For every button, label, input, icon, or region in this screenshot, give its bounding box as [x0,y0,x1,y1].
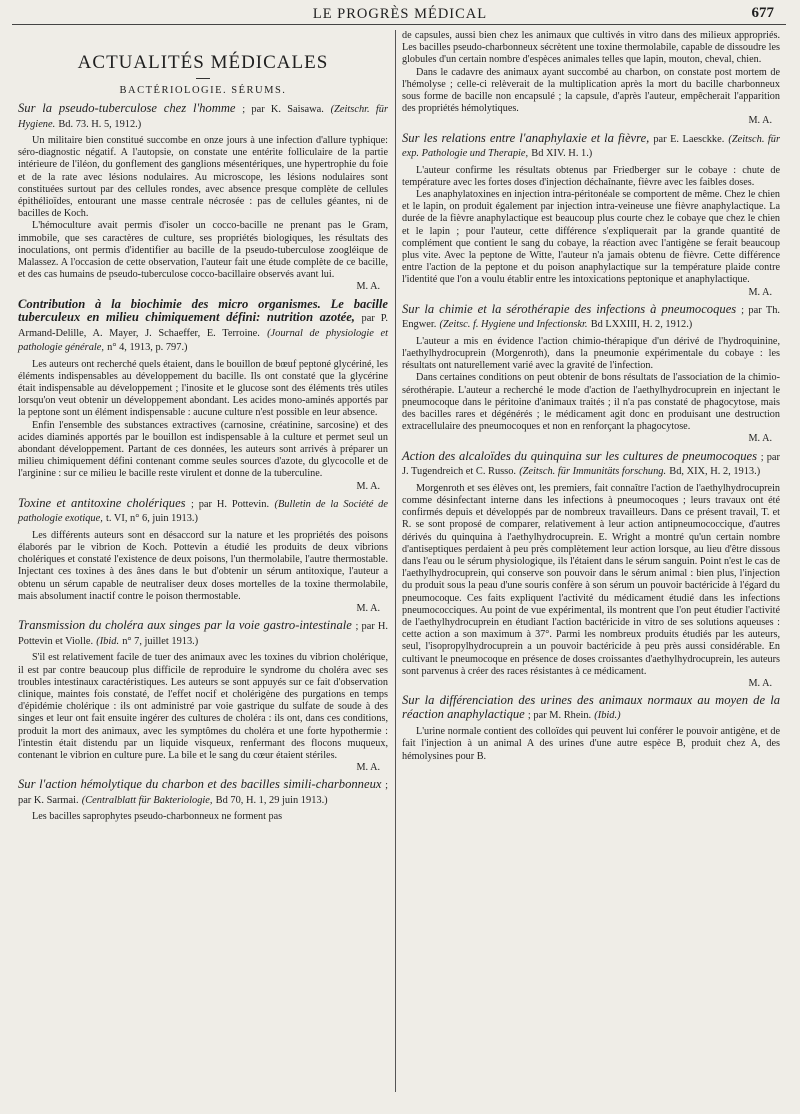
article-chimie-pneumocoques [402,303,780,446]
paragraph: Un militaire bien constitué succombe en onze jours à une infection d'allure typhique: séro-diagnostic négatif. A l'autopsie, on constate une entérite folliculaire de la partie intérieure de l'iléon, du gonflement des ganglions mésentériques, une hypertrophie du foie et de la rate avec lésions nodulaires. Au microscope, les lésions nodulaires sont constituées surtout par des cellules rondes, avec absence presque complète de cellules épithélioïdes, entourant une masse centrale nécrosée : pas de cellules géantes, ni de bacilles de Koch. [18,135,388,220]
section-rule [196,78,210,79]
column-divider [395,30,396,1092]
paragraph: Les différents auteurs sont en désaccord sur la nature et les propriétés des poisons élaborés par le vibrion de Koch. Pottevin a étudié les produits de deux vibrions cholériques et constaté l'existence de deux poisons, l'un thermolabile, l'autre thermostable. Injectant ces toxines à des ânes dans le but d'obtenir un sérum antitoxique, l'auteur a obtenu un sérum capable de neutraliser deux doses mortelles de la toxine thermolabile, mais absolument inactif contre le poison thermostable. [18,529,388,602]
paragraph: de capsules, aussi bien chez les animaux que cultivés in vitro dans des milieux appropriés. Les bacilles pseudo-charbonneux sécrètent une toxine thermolabile, capable de dissoudre les globules d'un certain nombre d'espèces animales telles que lapin, mouton, cheval, chien. [402,30,780,66]
article-toxine-cholerique [18,497,388,615]
signature: M. A. [748,677,772,689]
article-continuation [402,30,780,128]
signature: M. A. [356,603,380,615]
article-transmission-cholera [18,619,388,774]
paragraph: Dans certaines conditions on peut obtenir de bons résultats de l'association de la chimio-sérothérapie. L'auteur a recherché le mode d'action de l'aethylhydrocuprein en injectant le pneumocoque dans le péritoine d'animaux traités ; il n'a pas constaté de phagocytose, mais des bacilles rares et dégénérés ; le médicament agit donc en produisant une destruction extracellulaire des pneumocoques et non en renforçant la phagocytose. [402,372,780,433]
article-heading: Action des alcaloïdes du quinquina sur les cultures de pneumocoques ; par J. Tugendreich et C. Russo. (Zeitsch. für Immunitäts forschung. Bd, XIX, H. 2, 1913.) [402,448,780,478]
paragraph: Les bacilles saprophytes pseudo-charbonneux ne forment pas [32,811,283,823]
article-heading: Sur les relations entre l'anaphylaxie et la fièvre, par E. Laesckke. (Zeitsch. für exp. Pathologie und Therapie, Bd XIV. H. 1.) [402,130,781,160]
signature: M. A. [748,115,772,127]
article-heading: Toxine et antitoxine cholériques ; par H. Pottevin. (Bulletin de la Société de pathologie exotique, t. VI, n° 6, juin 1913.) [18,495,388,525]
signature: M. A. [748,286,772,298]
paragraph: Dans le cadavre des animaux ayant succombé au charbon, on constate post mortem de l'hémolyse ; celle-ci relèverait de la multiplication après la mort du bacille charbonneux sous forme de bacille non encapsulé ; la capsule, d'après l'auteur, empêcherait l'apparition des propriétés hémolytiques. [402,66,780,115]
header-rule [12,24,786,25]
article-anaphylaxie-fievre [402,132,780,299]
paragraph: L'auteur a mis en évidence l'action chimio-thérapique d'un dérivé de l'hydroquinine, l'aethylhydrocuprein (Morgenroth), dans la pneumonie expérimentale du cobaye : les résultats ont naturellement varié avec la gravité de l'infection. [402,335,780,372]
signature: M. A. [356,762,380,774]
paragraph: Les anaphylatoxines en injection intra-péritonéale se comportent de même. Chez le chien et le lapin, on produit également par injection intra-veineuse une fièvre anaphylactique. La durée de la fièvre anaphylactique est beaucoup plus courte chez le cobaye que chez le chien et le lapin ; pour l'auteur, cette différence s'expliquerait par la grande quantité de complément que contient le sang du cobaye, la réaction avec l'antigène se ferait beaucoup plus vite. Avec la peptone de Witte, l'auteur n'a jamais obtenu de fièvre. Cette différence entre l'action de la peptone et du poison anaphylactique sur la température plaide contre l'identité que l'on a voulu établir entre les intoxications peptonique et anaphylactique. [402,189,780,286]
article-hemolyse-charbon [18,778,388,823]
paragraph: Morgenroth et ses élèves ont, les premiers, fait connaître l'action de l'aethylhydrocuprein comme désinfectant interne dans les infections à pneumocoques ; leurs travaux ont été confirmés depuis et développés par de nombreux travailleurs. Dans ce présent travail, T. et R. se sont proposé de comparer, relativement à leur action antipneumococcique, d'autres dérivés du quinquina à l'aethylhydrocuprein. E. Wright a montré qu'un certain nombre d'antiseptiques perdaient à peu près complètement leur action lorsque, au lieu d'être dissous dans l'eau ou le sérum physiologique, ils l'étaient dans le sérum sanguin. Point n'est le cas de l'aethylhydrocuprein, qui conserve son pouvoir dans le sérum animal : bien plus, l'injection du produit sous la peau d'une souris confère à son sérum un pouvoir bactéricide à l'égard du pneumocoque. Ces faits expliquent l'activité du médicament étudié dans les infections pneumococciques. Au point de vue expérimental, ils montrent que l'on peut étudier l'activité de l'aethylhydrocuprein en étudiant l'action bactéricide in vitro de ses solutions aqueuses : cette action a son maximum à 37°. Parmi les nombreux produits étudiés par les auteurs, seul, l'isopropylhydrocuprein a un pouvoir bactéricide à peu près aussi considérable. En cultivant le pneumocoque en présence de doses croissantes d'aethylhydrocuprein, les auteurs sont parvenus à créer des races résistantes à ce médicament. [402,482,780,677]
paragraph: L'auteur confirme les résultats obtenus par Friedberger sur le cobaye : chute de température avec les fortes doses d'injection déchaînante, fièvre avec les faibles doses. [402,164,780,188]
paragraph: L'urine normale contient des colloïdes qui peuvent lui conférer le pouvoir antigène, et de fait l'injection à un animal A des urines d'une autre espèce B, produit chez A, des hémolysines pour B. [402,726,780,762]
article-heading: Contribution à la biochimie des micro organismes. Le bacille tuberculeux en milieu chimiquement défini: nutrition azotée, par P. Armand-Delille, A. Mayer, J. Schaeffer, E. Terroine. (Journal de physiologie et pathologie générale, n° 4, 1913, p. 797.) [18,296,388,354]
left-column [18,30,388,824]
article-differenciation-urines [402,694,780,763]
article-biochimie [18,298,388,493]
paragraph: Enfin l'ensemble des substances extractives (carnosine, créatinine, sarcosine) et des acides diaminés apportés par le bouillon est indispensable à la culture et permet seul un abondant développement. Partant de ces données, les auteurs sont arrivés à préparer un milieu chimiquement défini contenant comme seules sources d'azote, du glycocolle et de l'arginine : sur ce milieu le bacille reste virulent et donne de la tuberculine. [18,419,388,480]
article-heading: Sur la pseudo-tuberculose chez l'homme ; par K. Saisawa. (Zeitschr. für Hygiene. Bd. 73. H. 5, 1912.) [18,101,388,130]
article-heading: Sur la différenciation des urines des animaux normaux au moyen de la réaction anaphylactique ; par M. Rhein. (Ibid.) [402,693,780,721]
right-column [402,30,780,763]
paragraph: L'hémoculture avait permis d'isoler un cocco-bacille ne prenant pas le Gram, immobile, que ses caractères de culture, ses propriétés biologiques, les résultats des inoculations, ont permis d'identifier au bacille de la pseudo-tuberculose zoogléique de Malassez. A l'occasion de cette observation, l'auteur fait une étude complète de ce bacille, et des cas humains de pseudo-tuberculose cocco-bacillaire observés avant lui. [18,220,388,281]
paragraph: S'il est relativement facile de tuer des animaux avec les toxines du vibrion cholérique, il est par contre beaucoup plus difficile de reproduire le syndrome du choléra avec ses troubles intestinaux caractéristiques. Les auteurs se sont appuyés sur ce fait d'observation clinique, maintes fois constaté, de l'effet nocif et cholérigène des purgations en temps d'épidémie cholérique : ils ont administré par voie gastrique du sulfate de soude à des singes et leur ont fait ensuite ingérer des cultures de choléra : ils ont, dans ces conditions, produit la mort des animaux, avec les symptômes du choléra et une forte hypothermie : l'intestin était distendu par un liquide visqueux, renfermant des flocons muqueux, contenant le vibrion en culture pure. La bile et le sang du cœur étaient stériles. [18,652,388,761]
paragraph: Les auteurs ont recherché quels étaient, dans le bouillon de bœuf peptoné glycériné, les éléments indispensables au développement du bacille. Ils ont constaté que la glycérine était indispensable au développement ; l'inosite et le glucose sont des éléments très utiles lorsqu'on veut obtenir un développement abondant. Les acides mono-aminés apportés par la peptone sont un élément indispensable : aucune culture n'est possible en leur absence. [18,358,388,419]
page-number: 677 [751,5,774,21]
journal-title: LE PROGRÈS MÉDICAL [312,6,488,22]
section-title: ACTUALITÉS MÉDICALES [77,52,329,73]
signature: M. A. [748,433,772,445]
article-heading: Transmission du choléra aux singes par la voie gastro-intestinale ; par H. Pottevin et Violle. (Ibid. n° 7, juillet 1913.) [18,618,389,647]
article-heading: Sur l'action hémolytique du charbon et des bacilles simili-charbonneux ; par K. Sarmai. (Centralblatt für Bakteriologie, Bd 70, H. 1, 29 juin 1913.) [18,777,388,806]
running-header [0,0,800,26]
signature: M. A. [356,480,380,492]
article-alcaloides-quinquina [402,450,780,690]
article-heading: Sur la chimie et la sérothérapie des infections à pneumocoques ; par Th. Engwer. (Zeitsc. f. Hygiene und Infectionskr. Bd LXXIII, H. 2, 1912.) [402,301,780,331]
signature: M. A. [356,281,380,293]
section-subtitle: BACTÉRIOLOGIE. SÉRUMS. [119,85,287,96]
article-pseudo-tuberculose [18,102,388,294]
